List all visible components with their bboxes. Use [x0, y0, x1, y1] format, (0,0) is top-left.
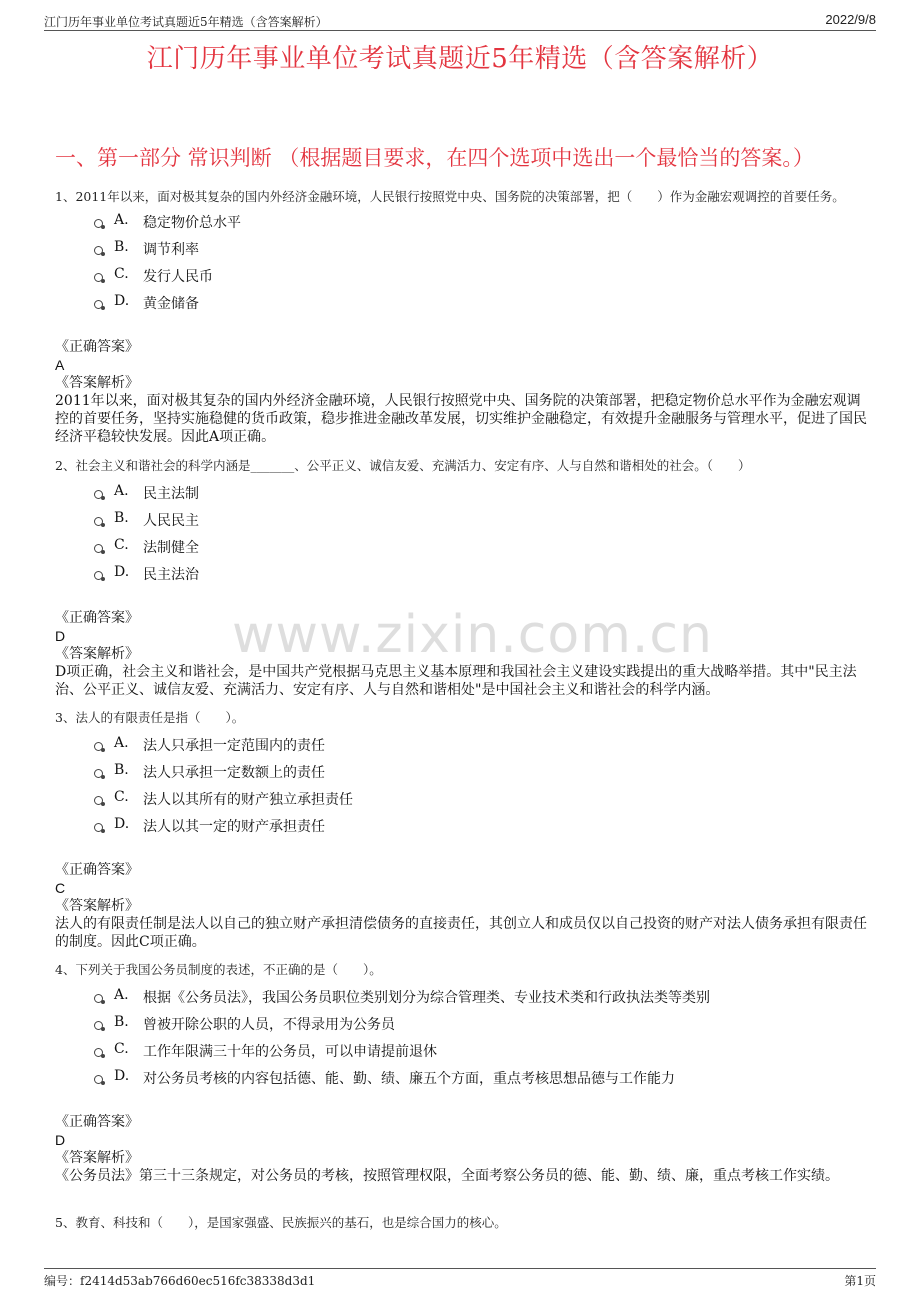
- answer-value: C: [55, 880, 66, 896]
- explanation-text: 《公务员法》第三十三条规定，对公务员的考核，按照管理权限，全面考察公务员的德、能、勤、绩、廉，重点考核工作实绩。: [55, 1168, 839, 1184]
- option-letter: A.: [114, 483, 129, 499]
- page-footer: [44, 1268, 876, 1289]
- radio-icon[interactable]: [94, 1021, 103, 1030]
- answer-label: 《正确答案》: [55, 610, 139, 626]
- question-text: 5、教育、科技和（ ），是国家强盛、民族振兴的基石，也是综合国力的核心。: [55, 1215, 507, 1230]
- option-letter: D.: [114, 816, 130, 832]
- option-b[interactable]: [55, 509, 872, 536]
- explanation-label: 《答案解析》: [55, 646, 139, 662]
- question-text: 4、下列关于我国公务员制度的表述，不正确的是（ ）。: [55, 962, 382, 977]
- radio-icon[interactable]: [94, 742, 103, 751]
- option-letter: A.: [114, 735, 129, 751]
- explanation-label: 《答案解析》: [55, 375, 139, 391]
- radio-icon[interactable]: [94, 796, 103, 805]
- answer-value: A: [55, 357, 65, 373]
- option-text: 黄金储备: [143, 296, 199, 312]
- answer-value: D: [55, 1132, 66, 1148]
- document-id: 编号：f2414d53ab766d60ec516fc38338d3d1: [44, 1274, 316, 1288]
- question-5: [55, 1215, 872, 1231]
- option-letter: D.: [114, 564, 130, 580]
- question-text: 2、社会主义和谐社会的科学内涵是_______、公平正义、诚信友爱、充满活力、安定有序、人与自然和谐相处的社会。（ ）: [55, 458, 751, 473]
- option-letter: A.: [114, 212, 129, 228]
- question-1: [55, 189, 872, 446]
- option-text: 曾被开除公职的人员，不得录用为公务员: [143, 1017, 395, 1033]
- answer-label: 《正确答案》: [55, 862, 139, 878]
- option-letter: B.: [114, 239, 129, 255]
- option-b[interactable]: [55, 761, 872, 788]
- option-b[interactable]: [55, 1013, 872, 1040]
- radio-icon[interactable]: [94, 300, 103, 309]
- option-letter: C.: [114, 789, 129, 805]
- question-text: 3、法人的有限责任是指（ ）。: [55, 710, 245, 725]
- option-letter: B.: [114, 762, 129, 778]
- answer-value: D: [55, 628, 66, 644]
- explanation-label: 《答案解析》: [55, 1150, 139, 1166]
- answer-label: 《正确答案》: [55, 1114, 139, 1130]
- option-c[interactable]: [55, 788, 872, 815]
- option-c[interactable]: [55, 265, 872, 292]
- page-header: [44, 12, 876, 31]
- option-d[interactable]: [55, 292, 872, 319]
- explanation-text: D项正确，社会主义和谐社会，是中国共产党根据马克思主义基本原理和我国社会主义建设实践提出的重大战略举措。其中"民主法治、公平正义、诚信友爱、充满活力、安定有序、人与自然和谐相处"是中国社会主义和谐社会的科学内涵。: [55, 664, 857, 698]
- option-d[interactable]: [55, 1067, 872, 1094]
- option-text: 根据《公务员法》，我国公务员职位类别划分为综合管理类、专业技术类和行政执法类等类别: [143, 990, 710, 1006]
- option-text: 法人以其所有的财产独立承担责任: [143, 792, 353, 808]
- radio-icon[interactable]: [94, 246, 103, 255]
- answer-label: 《正确答案》: [55, 339, 139, 355]
- question-4: [55, 962, 872, 1185]
- explanation-label: 《答案解析》: [55, 898, 139, 914]
- radio-icon[interactable]: [94, 823, 103, 832]
- option-text: 人民民主: [143, 513, 199, 529]
- option-a[interactable]: [55, 986, 872, 1013]
- radio-icon[interactable]: [94, 490, 103, 499]
- option-text: 法制健全: [143, 540, 199, 556]
- option-c[interactable]: [55, 536, 872, 563]
- option-text: 稳定物价总水平: [143, 215, 241, 231]
- question-text: 1、2011年以来，面对极其复杂的国内外经济金融环境，人民银行按照党中央、国务院的决策部署，把（ ）作为金融宏观调控的首要任务。: [55, 189, 845, 204]
- option-letter: C.: [114, 266, 129, 282]
- option-a[interactable]: [55, 734, 872, 761]
- option-letter: B.: [114, 510, 129, 526]
- question-2: [55, 458, 872, 699]
- option-text: 调节利率: [143, 242, 199, 258]
- option-text: 对公务员考核的内容包括德、能、勤、绩、廉五个方面，重点考核思想品德与工作能力: [143, 1071, 675, 1087]
- option-d[interactable]: [55, 563, 872, 590]
- watermark: www.zixin.com.cn: [232, 605, 713, 665]
- option-d[interactable]: [55, 815, 872, 842]
- question-3: [55, 710, 872, 951]
- option-text: 法人只承担一定范围内的责任: [143, 738, 325, 754]
- page-number: 第1页: [844, 1274, 876, 1288]
- header-title: 江门历年事业单位考试真题近5年精选（含答案解析）: [44, 15, 328, 29]
- document-title: 江门历年事业单位考试真题近5年精选（含答案解析）: [146, 44, 774, 74]
- radio-icon[interactable]: [94, 1048, 103, 1057]
- option-a[interactable]: [55, 211, 872, 238]
- option-text: 法人只承担一定数额上的责任: [143, 765, 325, 781]
- option-text: 民主法治: [143, 567, 199, 583]
- option-letter: D.: [114, 1068, 130, 1084]
- explanation-text: 法人的有限责任制是法人以自己的独立财产承担清偿债务的直接责任，其创立人和成员仅以自己投资的财产对法人债务承担有限责任的制度。因此C项正确。: [55, 916, 867, 950]
- radio-icon[interactable]: [94, 517, 103, 526]
- option-letter: C.: [114, 1041, 129, 1057]
- option-b[interactable]: [55, 238, 872, 265]
- option-text: 民主法制: [143, 486, 199, 502]
- option-a[interactable]: [55, 482, 872, 509]
- option-letter: A.: [114, 987, 129, 1003]
- option-text: 发行人民币: [143, 269, 213, 285]
- section-heading: 一、第一部分 常识判断 （根据题目要求，在四个选项中选出一个最恰当的答案。）: [55, 146, 814, 170]
- option-c[interactable]: [55, 1040, 872, 1067]
- option-letter: B.: [114, 1014, 129, 1030]
- option-letter: D.: [114, 293, 130, 309]
- option-letter: C.: [114, 537, 129, 553]
- header-date: 2022/9/8: [825, 12, 876, 27]
- radio-icon[interactable]: [94, 1075, 103, 1084]
- radio-icon[interactable]: [94, 544, 103, 553]
- radio-icon[interactable]: [94, 273, 103, 282]
- radio-icon[interactable]: [94, 769, 103, 778]
- option-text: 法人以其一定的财产承担责任: [143, 819, 325, 835]
- option-text: 工作年限满三十年的公务员，可以申请提前退休: [143, 1044, 437, 1060]
- radio-icon[interactable]: [94, 571, 103, 580]
- radio-icon[interactable]: [94, 994, 103, 1003]
- explanation-text: 2011年以来，面对极其复杂的国内外经济金融环境，人民银行按照党中央、国务院的决策部署，把稳定物价总水平作为金融宏观调控的首要任务，坚持实施稳健的货币政策，稳步推进金融改革发展，切实维护金融稳定，有效提升金融服务与管理水平，促进了国民经济平稳较快发展。因此A项正确。: [55, 393, 867, 445]
- radio-icon[interactable]: [94, 219, 103, 228]
